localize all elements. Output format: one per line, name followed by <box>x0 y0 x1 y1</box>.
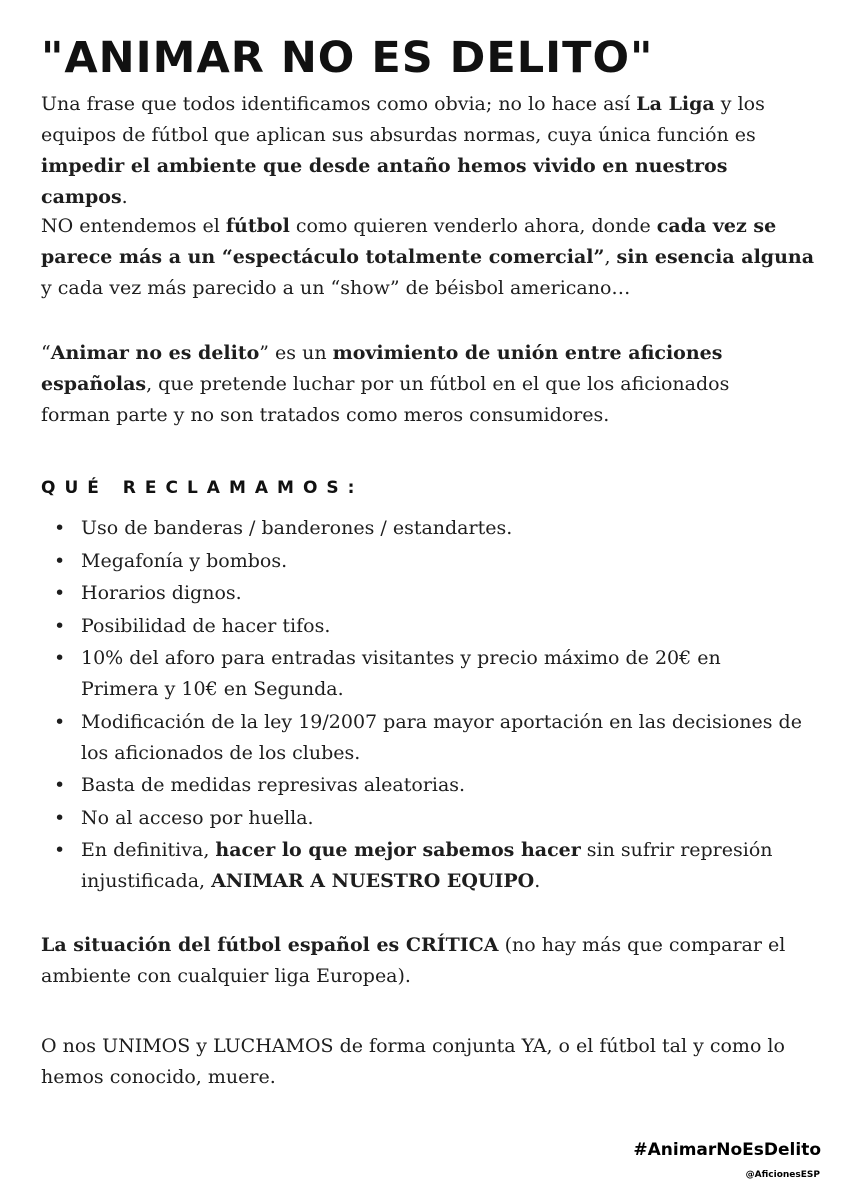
list-item-final <box>81 835 791 897</box>
final-bold-hacer: hacer lo que mejor sabemos hacer <box>215 839 581 861</box>
football-bold-espectaculo: cada vez se parece más a un “espectáculo totalmente comercial” <box>41 215 777 268</box>
intro-paragraph <box>41 89 811 213</box>
intro-bold-ambiente: impedir el ambiente que desde antaño hemos vivido en nuestros campos <box>41 155 728 208</box>
intro-text-2: y los equipos de fútbol que aplican sus absurdas normas, cuya única función es <box>41 93 765 146</box>
movement-text-1: “ <box>41 342 51 364</box>
page-title: "ANIMAR NO ES DELITO" <box>41 33 654 83</box>
demands-list <box>81 513 831 899</box>
football-paragraph <box>41 211 826 304</box>
final-text-3: . <box>534 870 541 892</box>
final-text-1: En definitiva, <box>81 839 216 861</box>
list-item: • Megafonía y bombos. <box>81 546 831 577</box>
intro-text-1: Una frase que todos identificamos como obvia; no lo hace así <box>41 93 637 115</box>
list-item: • Basta de medidas represivas aleatorias. <box>81 770 831 801</box>
movement-bold-union: movimiento de unión entre aficiones españolas <box>41 342 723 395</box>
movement-bold-animar: Animar no es delito <box>50 342 260 364</box>
situation-paragraph <box>41 930 811 992</box>
football-bold-esencia: sin esencia alguna <box>616 246 815 268</box>
movement-paragraph <box>41 338 761 431</box>
closing-paragraph: O nos UNIMOS y LUCHAMOS de forma conjunta YA, o el fútbol tal y como lo hemos conocido, muere. <box>41 1035 785 1088</box>
hashtag: #AnimarNoEsDelito <box>633 1140 821 1160</box>
list-item: • Modificación de la ley 19/2007 para mayor aportación en las decisiones de los aficionados de los clubes. <box>81 707 831 769</box>
situation-bold: La situación del fútbol español es CRÍTICA <box>41 934 499 956</box>
list-item: • Uso de banderas / banderones / estandartes. <box>81 513 831 544</box>
football-text-4: y cada vez más parecido a un “show” de béisbol americano… <box>41 277 631 299</box>
final-text-2: sin sufrir represión injustificada, <box>81 839 773 892</box>
football-text-3: , <box>604 246 617 268</box>
movement-text-3: , que pretende luchar por un fútbol en el que los aficionados forman parte y no son tratados como meros consumidores. <box>41 373 730 426</box>
list-item: • No al acceso por huella. <box>81 803 831 834</box>
football-text-1: NO entendemos el <box>41 215 226 237</box>
list-item: • Posibilidad de hacer tifos. <box>81 611 831 642</box>
social-handle: @AficionesESP <box>745 1170 820 1180</box>
situation-text: (no hay más que comparar el ambiente con cualquier liga Europea). <box>41 934 786 987</box>
list-item: • 10% del aforo para entradas visitantes y precio máximo de 20€ en Primera y 10€ en Segunda. <box>81 643 781 705</box>
list-item: • Horarios dignos. <box>81 578 831 609</box>
final-bold-animar: ANIMAR A NUESTRO EQUIPO <box>211 870 535 892</box>
movement-text-2: ” es un <box>259 342 333 364</box>
football-text-2: como quieren venderlo ahora, donde <box>289 215 657 237</box>
intro-bold-laliga: La Liga <box>636 93 715 115</box>
intro-text-3: . <box>121 186 128 208</box>
football-bold-futbol: fútbol <box>225 215 290 237</box>
demands-heading: QUÉ RECLAMAMOS: <box>41 478 364 498</box>
